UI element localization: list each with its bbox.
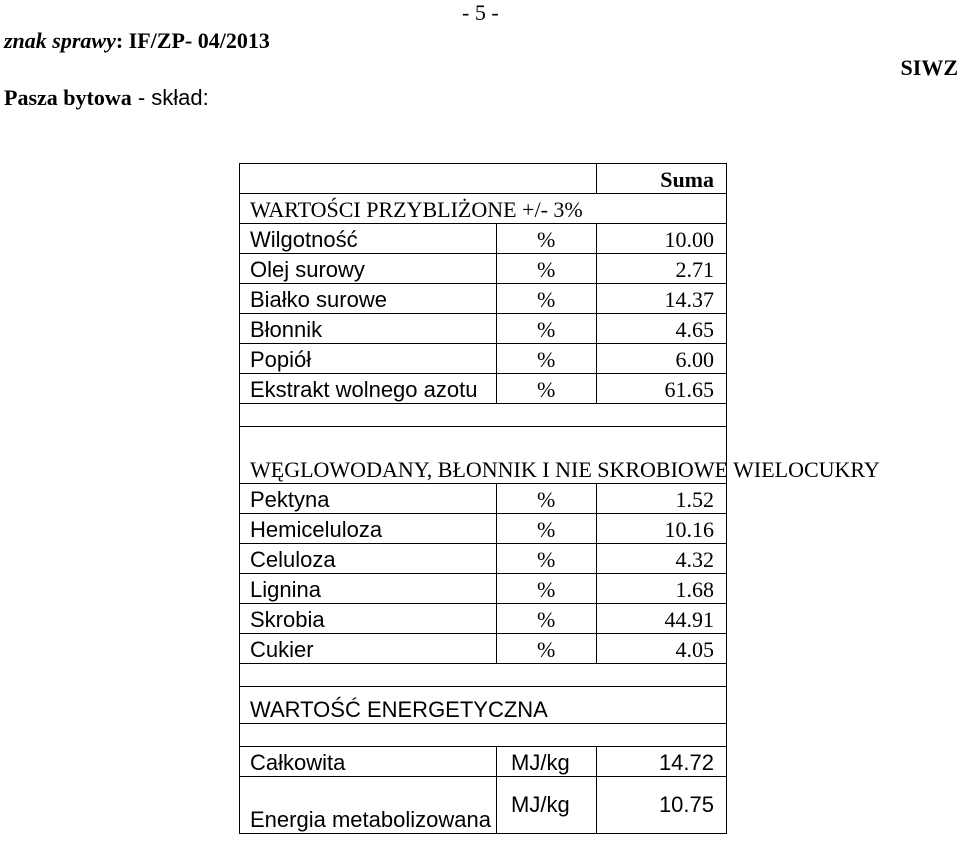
- case-number: : IF/ZP- 04/2013: [115, 28, 270, 53]
- section-subtitle: [4, 85, 209, 111]
- row-unit: %: [497, 574, 597, 604]
- table-header-row: [240, 164, 727, 194]
- row-value: 14.72: [597, 747, 727, 777]
- table-row: [240, 604, 727, 634]
- row-value: 4.32: [597, 544, 727, 574]
- row-name: Cukier: [240, 634, 497, 664]
- table-row: [240, 544, 727, 574]
- section-energy-row: [240, 687, 727, 724]
- table-row: [240, 344, 727, 374]
- row-unit: %: [497, 484, 597, 514]
- table-row: [240, 284, 727, 314]
- table-row: [240, 484, 727, 514]
- table-row: [240, 314, 727, 344]
- section-approx-title: WARTOŚCI PRZYBLIŻONE +/- 3%: [240, 194, 727, 224]
- row-name: Wilgotność: [240, 224, 497, 254]
- table-row: [240, 374, 727, 404]
- row-unit: MJ/kg: [497, 777, 597, 834]
- section-energy-title: WARTOŚĆ ENERGETYCZNA: [240, 687, 727, 724]
- case-reference: [4, 28, 270, 54]
- row-name: Hemiceluloza: [240, 514, 497, 544]
- table-row: [240, 777, 727, 834]
- sum-header: Suma: [597, 164, 727, 194]
- spacer-row: [240, 724, 727, 747]
- table-row: [240, 634, 727, 664]
- table-row: [240, 574, 727, 604]
- table-row: [240, 514, 727, 544]
- row-name: Całkowita: [240, 747, 497, 777]
- row-name: Ekstrakt wolnego azotu: [240, 374, 497, 404]
- case-label: znak sprawy: [4, 28, 116, 53]
- section-carbs-row: [240, 427, 727, 484]
- row-unit: %: [497, 254, 597, 284]
- row-value: 10.16: [597, 514, 727, 544]
- table-row: [240, 254, 727, 284]
- row-value: 44.91: [597, 604, 727, 634]
- section-approx-row: [240, 194, 727, 224]
- section-carbs-title: WĘGLOWODANY, BŁONNIK I NIE SKROBIOWE WIELOCUKRY: [240, 427, 727, 484]
- document-code: SIWZ: [900, 55, 958, 80]
- row-value: 14.37: [597, 284, 727, 314]
- row-value: 61.65: [597, 374, 727, 404]
- spacer-row: [240, 664, 727, 687]
- row-unit: %: [497, 344, 597, 374]
- spacer-row: [240, 404, 727, 427]
- subtitle-bold: Pasza bytowa: [4, 85, 132, 110]
- row-unit: %: [497, 634, 597, 664]
- row-unit: %: [497, 374, 597, 404]
- row-name: Popiół: [240, 344, 497, 374]
- table-row: [240, 224, 727, 254]
- row-value: 1.68: [597, 574, 727, 604]
- row-name: Skrobia: [240, 604, 497, 634]
- page-number: - 5 -: [462, 0, 499, 25]
- table-row: [240, 747, 727, 777]
- row-value: 10.00: [597, 224, 727, 254]
- row-value: 4.65: [597, 314, 727, 344]
- subtitle-rest: - skład:: [131, 85, 209, 110]
- row-unit: %: [497, 224, 597, 254]
- row-unit: %: [497, 284, 597, 314]
- row-name: Celuloza: [240, 544, 497, 574]
- row-value: 2.71: [597, 254, 727, 284]
- row-value: 6.00: [597, 344, 727, 374]
- row-value: 4.05: [597, 634, 727, 664]
- row-name: Pektyna: [240, 484, 497, 514]
- row-unit: %: [497, 314, 597, 344]
- row-name: Olej surowy: [240, 254, 497, 284]
- row-name: Błonnik: [240, 314, 497, 344]
- composition-table: [239, 163, 880, 834]
- row-unit: %: [497, 514, 597, 544]
- row-unit: MJ/kg: [497, 747, 597, 777]
- row-unit: %: [497, 544, 597, 574]
- row-name: Białko surowe: [240, 284, 497, 314]
- row-unit: %: [497, 604, 597, 634]
- row-name: Lignina: [240, 574, 497, 604]
- row-value: 1.52: [597, 484, 727, 514]
- row-name: Energia metabolizowana: [240, 777, 497, 834]
- row-value: 10.75: [597, 777, 727, 834]
